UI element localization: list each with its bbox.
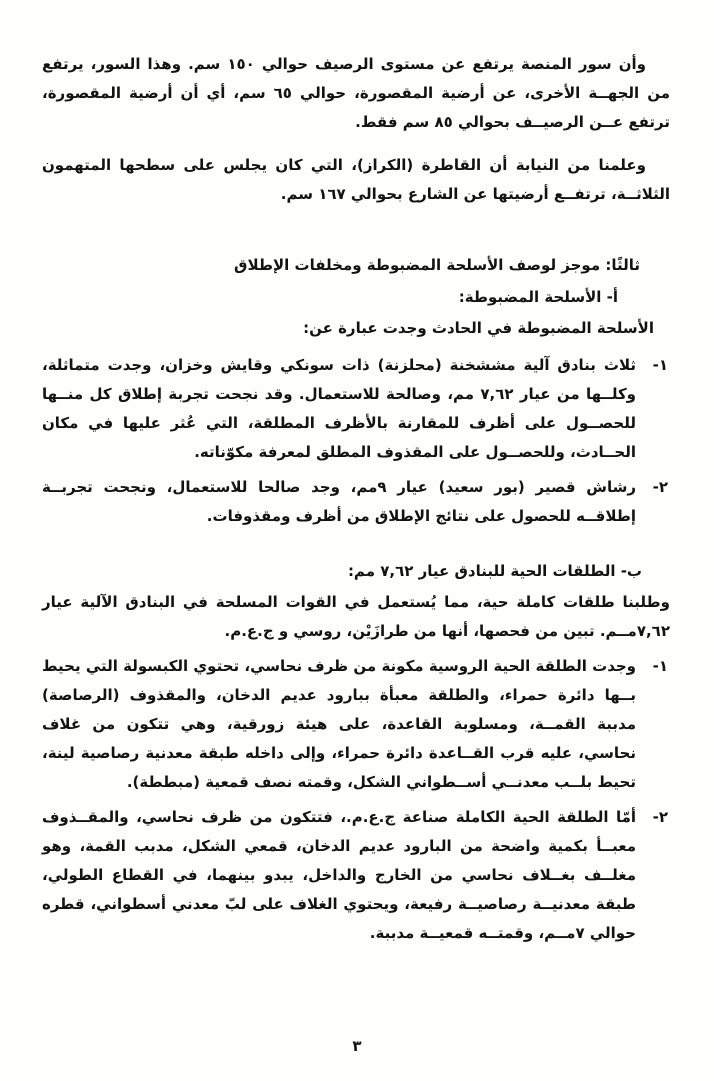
- weapons-list-item-2: [42, 473, 670, 531]
- subsection-b-lead: وطلبنا طلقات كاملة حية، مما يُستعمل في القوات المسلحة في البنادق الآلية عيار ٧,٦٢مــم. تبين من فحصها، أنها من طرازَيْن، روسي و ج.ع.م.: [42, 593, 670, 640]
- list-item-number: ١-: [652, 657, 668, 675]
- subsection-b-heading: ب- الطلقات الحية للبنادق عيار ٧,٦٢ مم:: [347, 562, 642, 580]
- list-item-number: ٢-: [652, 808, 668, 826]
- list-item-text: رشاش قصير (بور سعيد) عيار ٩مم، وجد صالحا للاستعمال، ونجحت تجربــة إطلاقــه للحصول على نتائج الإطلاق من أظرف ومقذوفات.: [42, 478, 636, 525]
- subsection-a-lead: الأسلحة المضبوطة في الحادث وجدت عبارة عن:: [303, 319, 654, 337]
- list-item-text: أمّا الطلقة الحية الكاملة صناعة ج.ع.م.، فتتكون من ظرف نحاسي، والمقــذوف معبــأ بكمية واضحة من البارود عديم الدخان، قمعي الشكل، مدبب القمة، وهو مغلــف بغــلاف نحاسي من الخارج والداخل، يبدو بينهما، في القطاع الطولي، طبقة معدنيــة رصاصيــة رفيعة، ويحتوي الغلاف على لبّ معدني أسطواني، قطره حوالي ٧مــم، وقمتــه قمعيــة مدببة.: [42, 808, 636, 942]
- live-rounds-list-item-1: [42, 652, 670, 797]
- list-item-number: ١-: [652, 356, 668, 374]
- intro-paragraph-2: وعلمنا من النيابة أن القاطرة (الكراز)، التي كان يجلس على سطحها المتهمون الثلاثــة، ترتفــع أرضيتها عن الشارع بحوالي ١٦٧ سم.: [42, 156, 670, 203]
- intro-paragraph-1: وأن سور المنصة يرتفع عن مستوى الرصيف حوالي ١٥٠ سم. وهذا السور، يرتفع من الجهــة الأخرى، عن أرضية المقصورة، حوالي ٦٥ سم، أي أن أرضية المقصورة، ترتفع عــن الرصيــف بحوالي ٨٥ سم فقط.: [42, 55, 670, 131]
- page-number: ٣: [352, 1037, 362, 1055]
- list-item-text: وجدت الطلقة الحية الروسية مكونة من ظرف نحاسي، تحتوي الكبسولة التي يحيط بــها دائرة حمراء، والطلقة معبأة ببارود عديم الدخان، والمقذوف (الرصاصة) مدببة القمــة، ومسلوبة القاعدة، على هيئة زورقية، وهي تتكون من غلاف نحاسي، عليه قرب القــاعدة دائرة حمراء، وإلى داخله طبقة معدنية رصاصية لينة، تحيط بلــب معدنــي أســطواني الشكل، وقمته نصف قمعية (مبططة).: [42, 657, 636, 791]
- section-heading-third: ثالثًا: موجز لوصف الأسلحة المضبوطة ومخلفات الإطلاق: [234, 256, 640, 274]
- live-rounds-list-item-2: [42, 803, 670, 948]
- list-item-number: ٢-: [652, 478, 668, 496]
- list-item-text: ثلاث بنادق آلية مششخنة (محلزنة) ذات سونكي وقايش وخزان، وجدت متماثلة، وكلــها من عيار ٧,٦٢ مم، وصالحة للاستعمال. وقد نجحت تجربة إطلاق كل منــها للحصــول على أظرف للمقارنة بالأظرف المطلقة، التي عُثر عليها في مكان الحــادث، وللحصــول على المقذوف المطلق لمعرفة مكوّناته.: [42, 356, 636, 461]
- weapons-list-item-1: [42, 351, 670, 467]
- subsection-a-heading: أ- الأسلحة المضبوطة:: [458, 288, 618, 306]
